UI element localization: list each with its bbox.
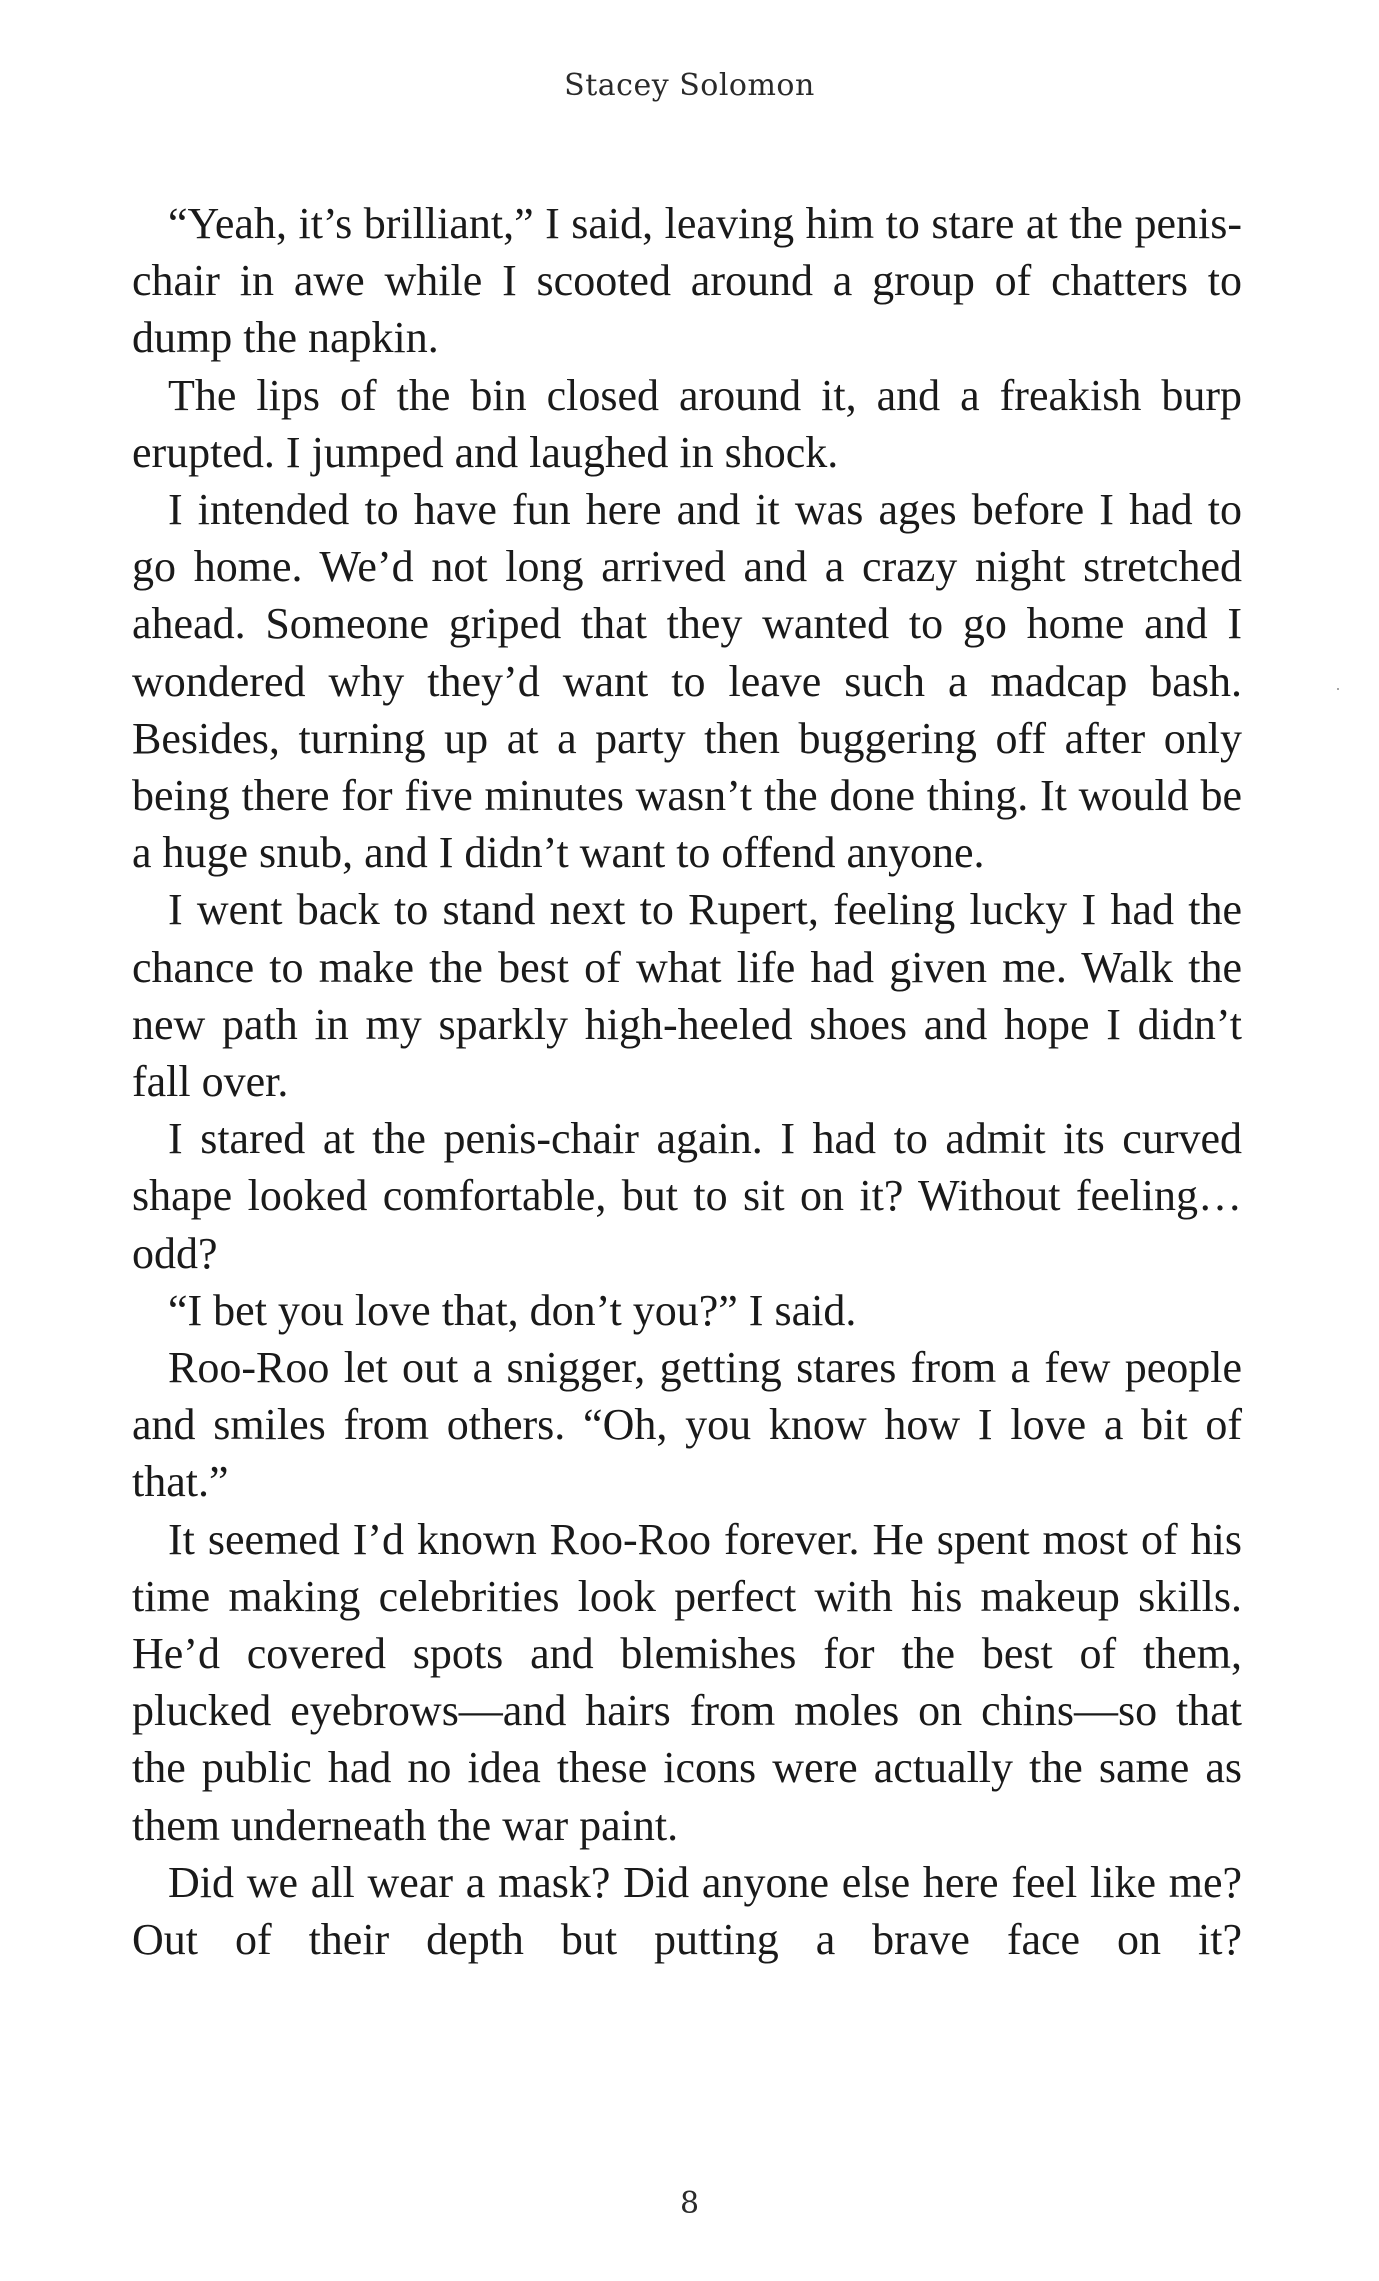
body-text	[132, 195, 1242, 1968]
paragraph: “Yeah, it’s brilliant,” I said, leaving him to stare at the penis-chair in awe while I scooted around a group of chatters to dump the napkin.	[132, 199, 1242, 363]
paragraph: Did we all wear a mask? Did anyone else here feel like me? Out of their depth but putting a brave face on it?	[132, 1857, 1242, 1965]
paragraph: I intended to have fun here and it was ages before I had to go home. We’d not long arrived and a crazy night stretched ahead. Someone griped that they wanted to go home and I wondered why they’d want to leave such a madcap bash. Besides, turning up at a party then buggering off after only being there for five minutes wasn’t the done thing. It would be a huge snub, and I didn’t want to offend anyone.	[132, 485, 1242, 878]
running-header: Stacey Solomon	[564, 68, 815, 103]
paragraph: I went back to stand next to Rupert, feeling lucky I had the chance to make the best of what life had given me. Walk the new path in my sparkly high-heeled shoes and hope I didn’t fall over.	[132, 885, 1242, 1107]
scan-speck	[1337, 688, 1339, 690]
paragraph: Roo-Roo let out a snigger, getting stares from a few people and smiles from others. “Oh, you know how I love a bit of that.”	[132, 1343, 1242, 1507]
paragraph: The lips of the bin closed around it, and a freakish burp erupted. I jumped and laughed in shock.	[132, 370, 1242, 477]
paragraph: It seemed I’d known Roo-Roo forever. He spent most of his time making celebrities look perfect with his makeup skills. He’d covered spots and blemishes for the best of them, plucked eyebrows—and hairs from moles on chins—so that the public had no idea these icons were actually the same as them underneath the war paint.	[132, 1514, 1242, 1850]
paragraph: “I bet you love that, don’t you?” I said.	[168, 1285, 857, 1335]
page-number: 8	[679, 2186, 700, 2221]
paragraph: I stared at the penis-chair again. I had to admit its curved shape looked comfortable, but to sit on it? Without feeling…odd?	[132, 1114, 1242, 1278]
